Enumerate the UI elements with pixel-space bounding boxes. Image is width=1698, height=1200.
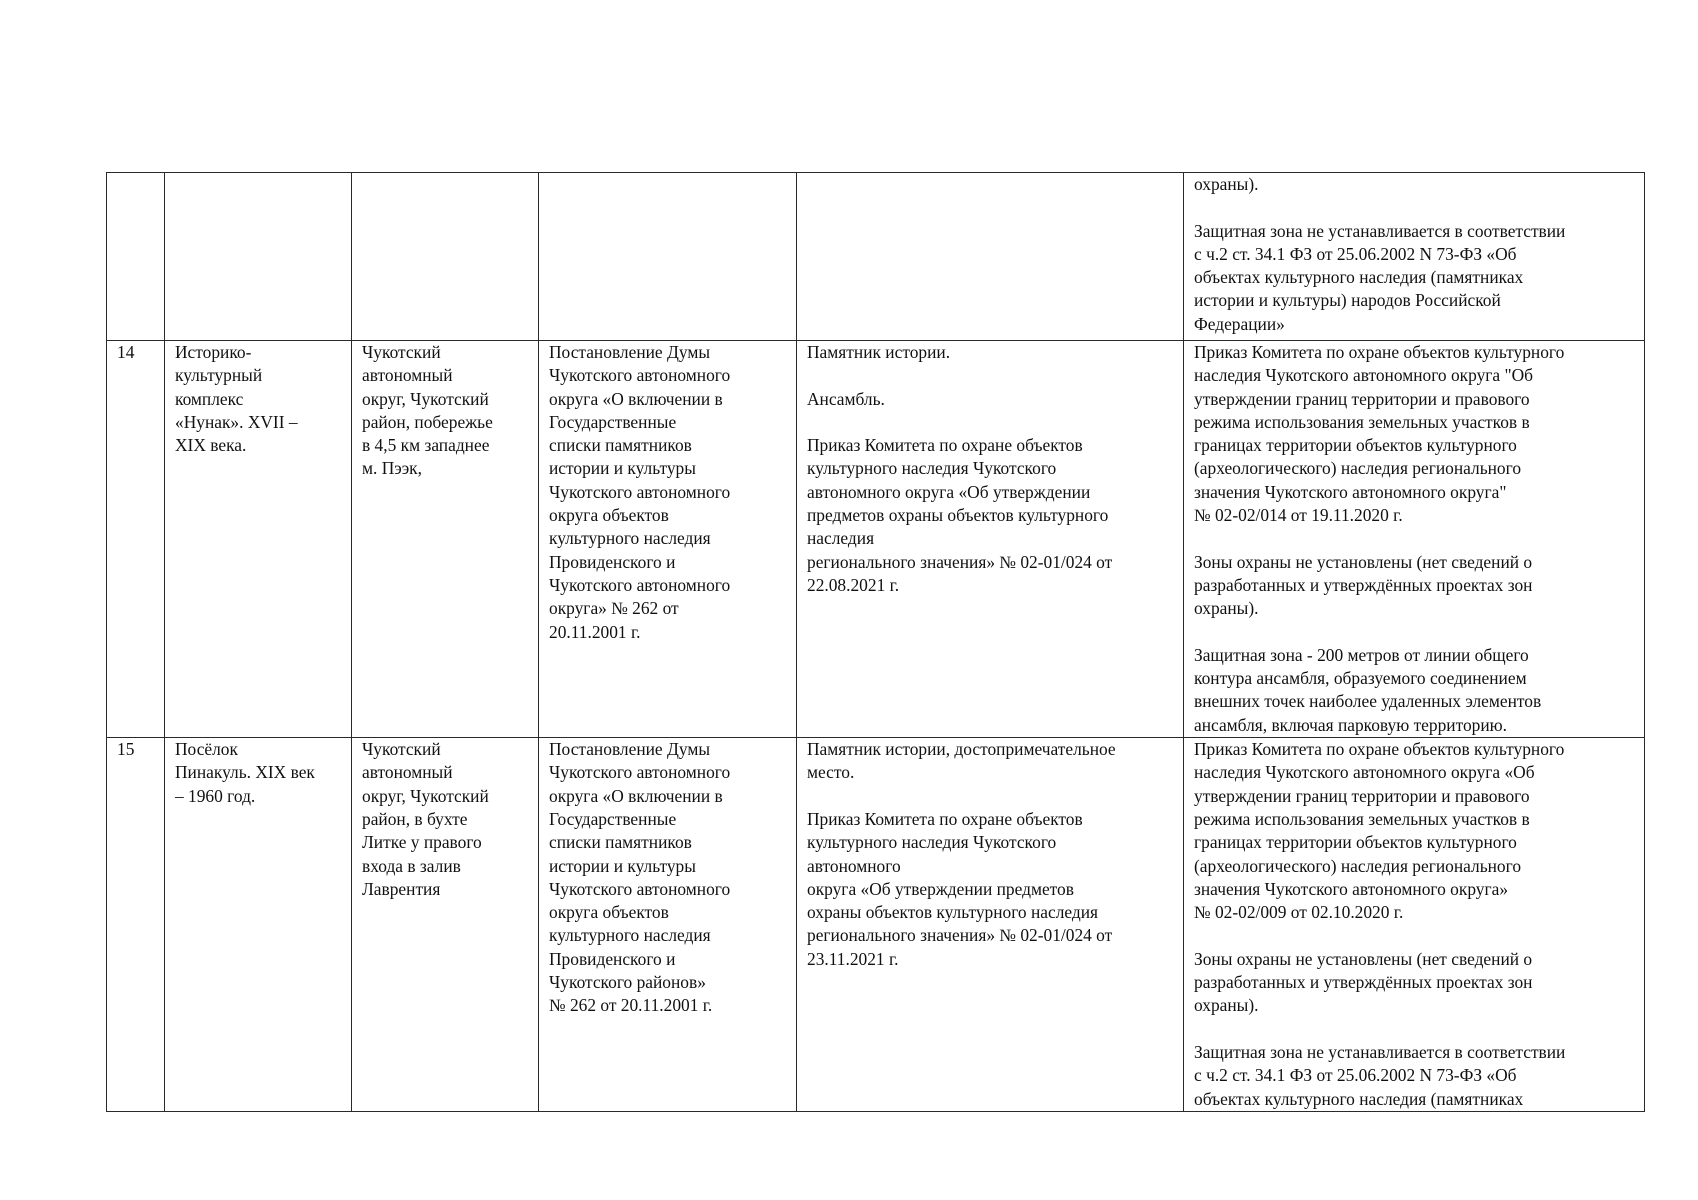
protection-paragraph: Приказ Комитета по охране объектов культурного наследия Чукотского автономного округа "Об утверждении границ территории и правового режима использования земельных участков в границах территории объектов культурного (археологического) наследия регионального значения Чукотского автономного округа" № 02-02/014 от 19.11.2020 г. xyxy=(1194,342,1565,526)
protection-info-cell xyxy=(1184,738,1645,1112)
object-category-cell xyxy=(797,738,1184,1112)
inclusion-decree-cell xyxy=(539,341,797,738)
category-paragraph: Ансамбль. xyxy=(807,388,885,409)
protection-paragraph: Зоны охраны не установлены (нет сведений о разработанных и утверждённых проектах зон охраны). xyxy=(1194,551,1533,619)
object-name-cell xyxy=(165,173,352,341)
row-number: 15 xyxy=(117,739,135,760)
table-row xyxy=(107,173,1645,341)
object-name-cell xyxy=(165,341,352,738)
category-paragraph: Приказ Комитета по охране объектов культурного наследия Чукотского автономного округа «Об утверждении предметов охраны объектов культурного наследия регионального значения» № 02-01/024 от 22.08.2021 г. xyxy=(807,435,1113,595)
inclusion-decree-cell xyxy=(539,173,797,341)
protection-paragraph: Защитная зона не устанавливается в соответствии с ч.2 ст. 34.1 ФЗ от 25.06.2002 N 73-ФЗ «Об объектах культурного наследия (памятниках истории и культуры) народов Российской Федерации» xyxy=(1194,220,1566,334)
protection-info-cell xyxy=(1184,173,1645,341)
row-number-cell xyxy=(107,738,165,1112)
inclusion-decree: Постановление Думы Чукотского автономного округа «О включении в Государственные списки памятников истории и культуры Чукотского автономного округа объектов культурного наследия Провиденского и Чукотского автономного округа» № 262 от 20.11.2001 г. xyxy=(549,342,731,642)
protection-paragraph: Защитная зона не устанавливается в соответствии с ч.2 ст. 34.1 ФЗ от 25.06.2002 N 73-ФЗ «Об объектах культурного наследия (памятниках xyxy=(1194,1041,1566,1109)
table-row xyxy=(107,738,1645,1112)
object-category-cell xyxy=(797,173,1184,341)
object-location: Чукотский автономный округ, Чукотский район, в бухте Литке у правого входа в залив Лаврентия xyxy=(362,739,489,899)
row-number-cell xyxy=(107,173,165,341)
object-location-cell xyxy=(352,341,539,738)
heritage-objects-table xyxy=(106,172,1645,1112)
object-location-cell xyxy=(352,173,539,341)
row-number-cell xyxy=(107,341,165,738)
inclusion-decree-cell xyxy=(539,738,797,1112)
object-name: Историко- культурный комплекс «Нунак». XVII – XIX века. xyxy=(175,342,298,456)
category-paragraph: Приказ Комитета по охране объектов культурного наследия Чукотского автономного округа «Об утверждении предметов охраны объектов культурного наследия регионального значения» № 02-01/024 от 23.11.2021 г. xyxy=(807,808,1113,969)
row-number: 14 xyxy=(117,342,135,362)
protection-paragraph: охраны). xyxy=(1194,174,1259,194)
category-paragraph: Памятник истории, достопримечательное место. xyxy=(807,739,1116,783)
object-category-cell xyxy=(797,341,1184,738)
object-name: Посёлок Пинакуль. XIX век – 1960 год. xyxy=(175,739,315,806)
object-name-cell xyxy=(165,738,352,1112)
table-row xyxy=(107,341,1645,738)
inclusion-decree: Постановление Думы Чукотского автономного округа «О включении в Государственные списки памятников истории и культуры Чукотского автономного округа объектов культурного наследия Провиденского и Чукотского районов» № 262 от 20.11.2001 г. xyxy=(549,739,731,1016)
protection-paragraph: Приказ Комитета по охране объектов культурного наследия Чукотского автономного округа «Об утверждении границ территории и правового режима использования земельных участков в границах территории объектов культурного (археологического) наследия регионального значения Чукотского автономного округа» № 02-02/009 от 02.10.2020 г. xyxy=(1194,739,1565,923)
object-location: Чукотский автономный округ, Чукотский район, побережье в 4,5 км западнее м. Пээк, xyxy=(362,342,493,479)
category-paragraph: Памятник истории. xyxy=(807,342,951,362)
protection-paragraph: Зоны охраны не установлены (нет сведений о разработанных и утверждённых проектах зон охраны). xyxy=(1194,948,1533,1016)
protection-info-cell xyxy=(1184,341,1645,738)
object-location-cell xyxy=(352,738,539,1112)
protection-paragraph: Защитная зона - 200 метров от линии общего контура ансамбля, образуемого соединением внешних точек наиболее удаленных элементов ансамбля, включая парковую территорию. xyxy=(1194,644,1542,735)
